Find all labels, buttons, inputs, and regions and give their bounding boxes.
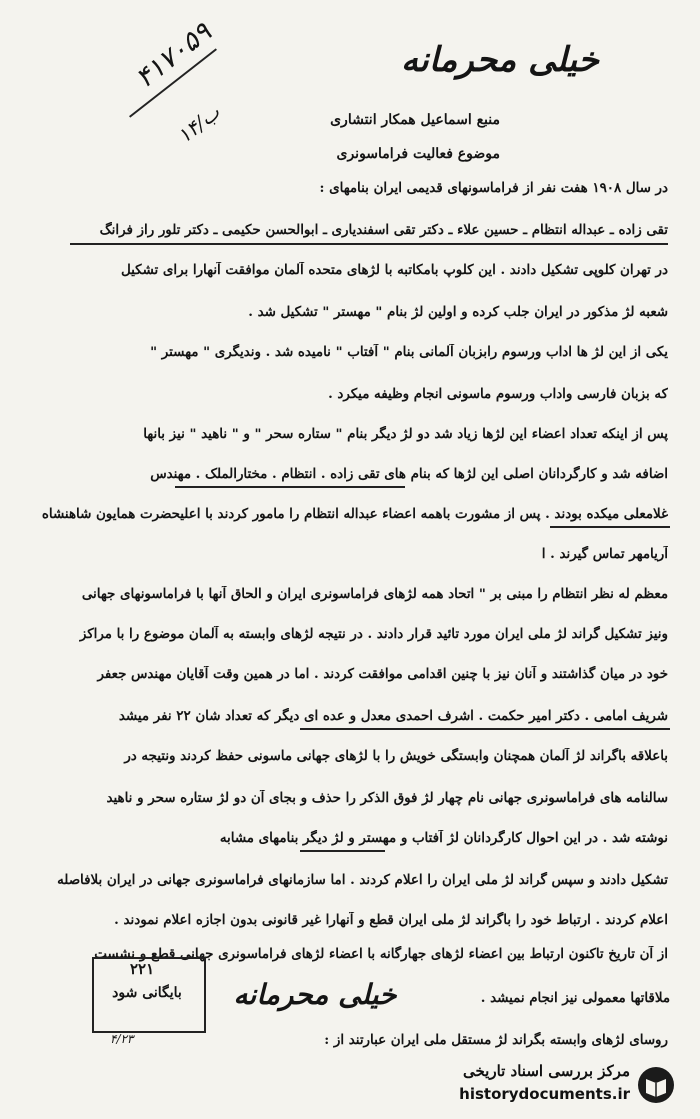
document-title-top: خیلی محرمانه [401, 40, 599, 80]
names-underline-5 [300, 850, 385, 852]
registration-number-stamp: ۴۱۷۰۵۹ [129, 16, 218, 95]
document-title-bottom: خیلی محرمانه [233, 978, 397, 1011]
names-underline [70, 243, 668, 245]
document-topic: موضوع فعالیت فراماسونری [336, 146, 500, 162]
body-line-19: اعلام کردند . ارتباط خود را باگراند لژ ملی ایران قطع و آنهارا غیر قانونی بدون اجازه اعلام نمودند . [114, 912, 668, 928]
body-line-16: سالنامه های فراماسونری جهانی نام چهار لژ فوق الذکر را حذف و بجای آن دو لژ ستاره سحر و ناهید [106, 790, 668, 806]
document-source: منبع اسماعیل همکار انتشاری [330, 112, 500, 128]
body-line-13: خود در میان گذاشتند و آنان نیز با چنین اقدامی موافقت کردند . اما در همین وقت آقایان مهندس جعفر [97, 666, 668, 682]
body-line-18: تشکیل دادند و سپس گراند لژ ملی ایران را اعلام کردند . اما سازمانهای فراماسونری جهانی در ایران بلافاصله [57, 872, 668, 888]
body-line-14: شریف امامی . دکتر امیر حکمت . اشرف احمدی معدل و عده ای دیگر که تعداد شان ۲۲ نفر میشد [118, 708, 668, 724]
names-underline-3 [550, 526, 670, 528]
book-seal-icon [636, 1065, 676, 1105]
archive-stamp-text: بایگانی شود [112, 985, 182, 1001]
names-underline-2 [175, 486, 405, 488]
body-line-9: غلامعلی میکده بودند . پس از مشورت باهمه اعضاء عبداله انتظام را مامور کردند با اعلیحضرت همایون شاهنشاه [41, 506, 668, 522]
body-line-6: که بزبان فارسی واداب ورسوم ماسونی انجام وظیفه میکرد . [328, 386, 668, 402]
registration-date-stamp: ۱۴/ب [172, 100, 225, 148]
body-line-22: روسای لژهای وابسته بگراند لژ مستقل ملی ایران عبارتند از : [324, 1032, 668, 1048]
body-line-21: ملاقاتها معمولی نیز انجام نمیشد . [480, 990, 670, 1006]
body-line-15: باعلاقه باگراند لژ آلمان همچنان وابستگی خویش را با لژهای جهانی ماسونی حفظ کردند ونتیجه در [124, 748, 668, 764]
body-line-17: نوشته شد . در این احوال کارگردانان لژ آفتاب و مهستر و لژ دیگر بنامهای مشابه [219, 830, 668, 846]
archive-stamp-footer: ۴/۲۳ [110, 1032, 134, 1046]
body-line-2: تقی زاده ـ عبداله انتظام ـ حسین علاء ـ دکتر تقی اسفندیاری ـ ابوالحسن حکیمی ـ دکتر تلور راز فرانگ [99, 222, 668, 238]
body-line-20: از آن تاریخ تاکنون ارتباط بین اعضاء لژهای جهارگانه با اعضاء لژهای فراماسونری جهانی قطع و نشست [94, 946, 668, 962]
body-line-7: پس از اینکه تعداد اعضاء این لژها زیاد شد دو لژ دیگر بنام " ستاره سحر " و " ناهید " نیز بانها [143, 426, 668, 442]
body-line-5: یکی از این لژ ها اداب ورسوم رابزبان آلمانی بنام " آفتاب " نامیده شد . وندیگری " مهستر " [150, 344, 668, 360]
watermark-org-name: مرکز بررسی اسناد تاریخی [462, 1062, 630, 1080]
body-line-4: شعبه لژ مذکور در ایران جلب کرده و اولین لژ بنام " مهستر " تشکیل شد . [248, 304, 668, 320]
watermark-url: historydocuments.ir [459, 1085, 630, 1103]
body-line-3: در تهران کلوپی تشکیل دادند . این کلوپ بامکاتبه با لژهای متحده آلمان موافقت آنهارا برای تشکیل [120, 262, 668, 278]
archive-stamp-number: ۲۲۱ [130, 960, 155, 978]
names-underline-4 [300, 728, 670, 730]
body-line-10: آریامهر تماس گیرند . ا [541, 546, 668, 562]
body-line-11: معظم له نظر انتظام را مبنی بر " اتحاد همه لژهای فراماسونری ایران و الحاق آنها با فراماسونهای جهانی [81, 586, 668, 602]
body-line-12: ونیز تشکیل گراند لژ ملی ایران مورد تائید قرار دادند . در نتیجه لژهای وابسته به آلمان موضوع را با مراکز [79, 626, 668, 642]
body-line-1: در سال ۱۹۰۸ هفت نفر از فراماسونهای قدیمی ایران بنامهای : [319, 180, 668, 196]
body-line-8: اضافه شد و کارگردانان اصلی این لژها که بنام های تقی زاده . انتظام . مختارالملک . مهندس [150, 466, 668, 482]
